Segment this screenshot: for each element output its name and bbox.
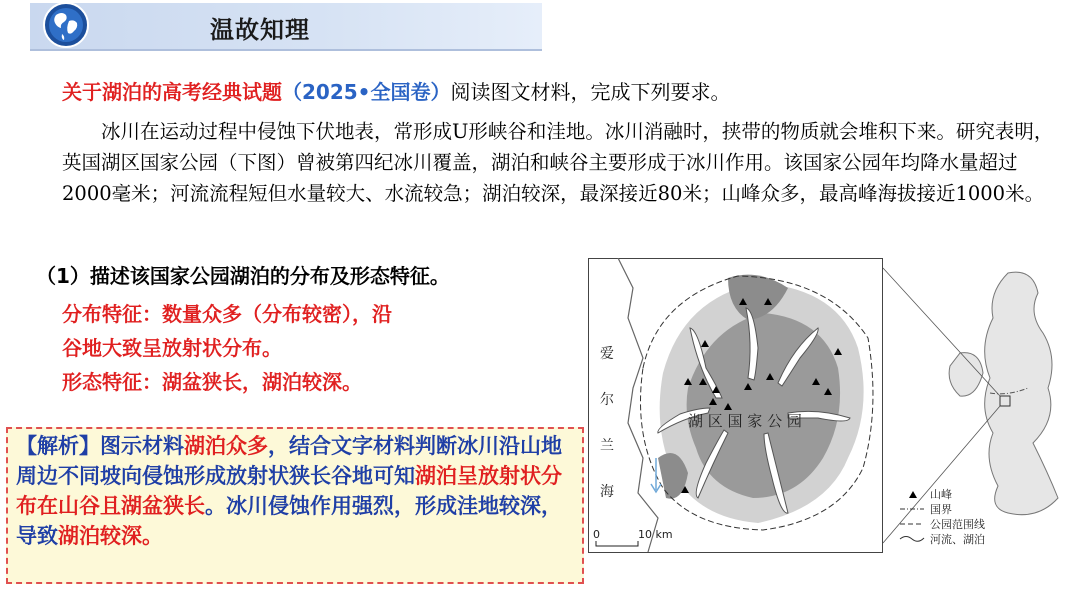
- passage-text: 冰川在运动过程中侵蚀下伏地表，常形成U形峡谷和洼地。冰川消融时，挟带的物质就会堆积下来。研究表明，英国湖区国家公园（下图）曾被第四纪冰川覆盖，湖泊和峡谷主要形成于冰川作用。该国家公园年均降水量超过2000毫米；河流流程短但水量较大、水流较急；湖泊较深，最深接近80米；山峰众多，最高峰海拔接近1000米。: [62, 120, 1054, 205]
- answer-line-1: 分布特征：数量众多（分布较密），沿: [62, 302, 392, 326]
- sea-label-char: 爱: [600, 346, 614, 362]
- answer-line-3: 形态特征：湖盆狭长，湖泊较深。: [62, 370, 362, 394]
- legend-border: 国界: [930, 503, 952, 516]
- legend-river-symbol: [900, 537, 924, 542]
- question-tag: （2025•全国卷）: [282, 80, 451, 104]
- analysis-highlight: 湖泊众多: [184, 434, 268, 458]
- question-instruction: 阅读图文材料，完成下列要求。: [450, 80, 731, 104]
- legend-park-boundary: 公园范围线: [930, 518, 985, 531]
- question-line: [62, 76, 730, 105]
- question-1-prompt: （1）描述该国家公园湖泊的分布及形态特征。: [36, 264, 450, 288]
- analysis-text: ，结合文字材料判断冰川沿山地周边不同坡向侵蚀形成放射状狭长谷地可知: [16, 434, 562, 488]
- answer-line-2: 谷地大致呈放射状分布。: [62, 336, 282, 360]
- analysis-highlight: 湖泊呈放射状分布在山谷且湖盆狭长: [16, 464, 562, 518]
- sea-label-char: 兰: [600, 438, 614, 454]
- page-title: 温故知理: [210, 15, 310, 44]
- question-source: 关于湖泊的高考经典试题: [62, 80, 282, 104]
- legend-peak: 山峰: [930, 488, 952, 501]
- map-legend: [900, 487, 985, 546]
- scale-distance: 10 km: [638, 528, 673, 541]
- legend-peak-symbol: [909, 491, 917, 498]
- analysis-box: [6, 427, 584, 584]
- header-bar: [0, 0, 542, 50]
- analysis-highlight: 湖泊较深。: [58, 524, 163, 548]
- analysis-text: 。冰川侵蚀作用强烈，形成洼地较深，导致: [16, 494, 562, 548]
- park-label: 湖 区 国 家 公 园: [688, 412, 802, 430]
- scale-zero: 0: [593, 528, 600, 541]
- globe-icon: [42, 1, 90, 49]
- analysis-text: 【解析】图示材料: [16, 434, 184, 458]
- legend-river-lake: 河流、湖泊: [930, 533, 985, 546]
- lake-district-map: [588, 258, 1066, 553]
- inset-map: [883, 268, 1058, 543]
- sea-label-char: 尔: [600, 392, 614, 408]
- sea-label-char: 海: [600, 484, 614, 500]
